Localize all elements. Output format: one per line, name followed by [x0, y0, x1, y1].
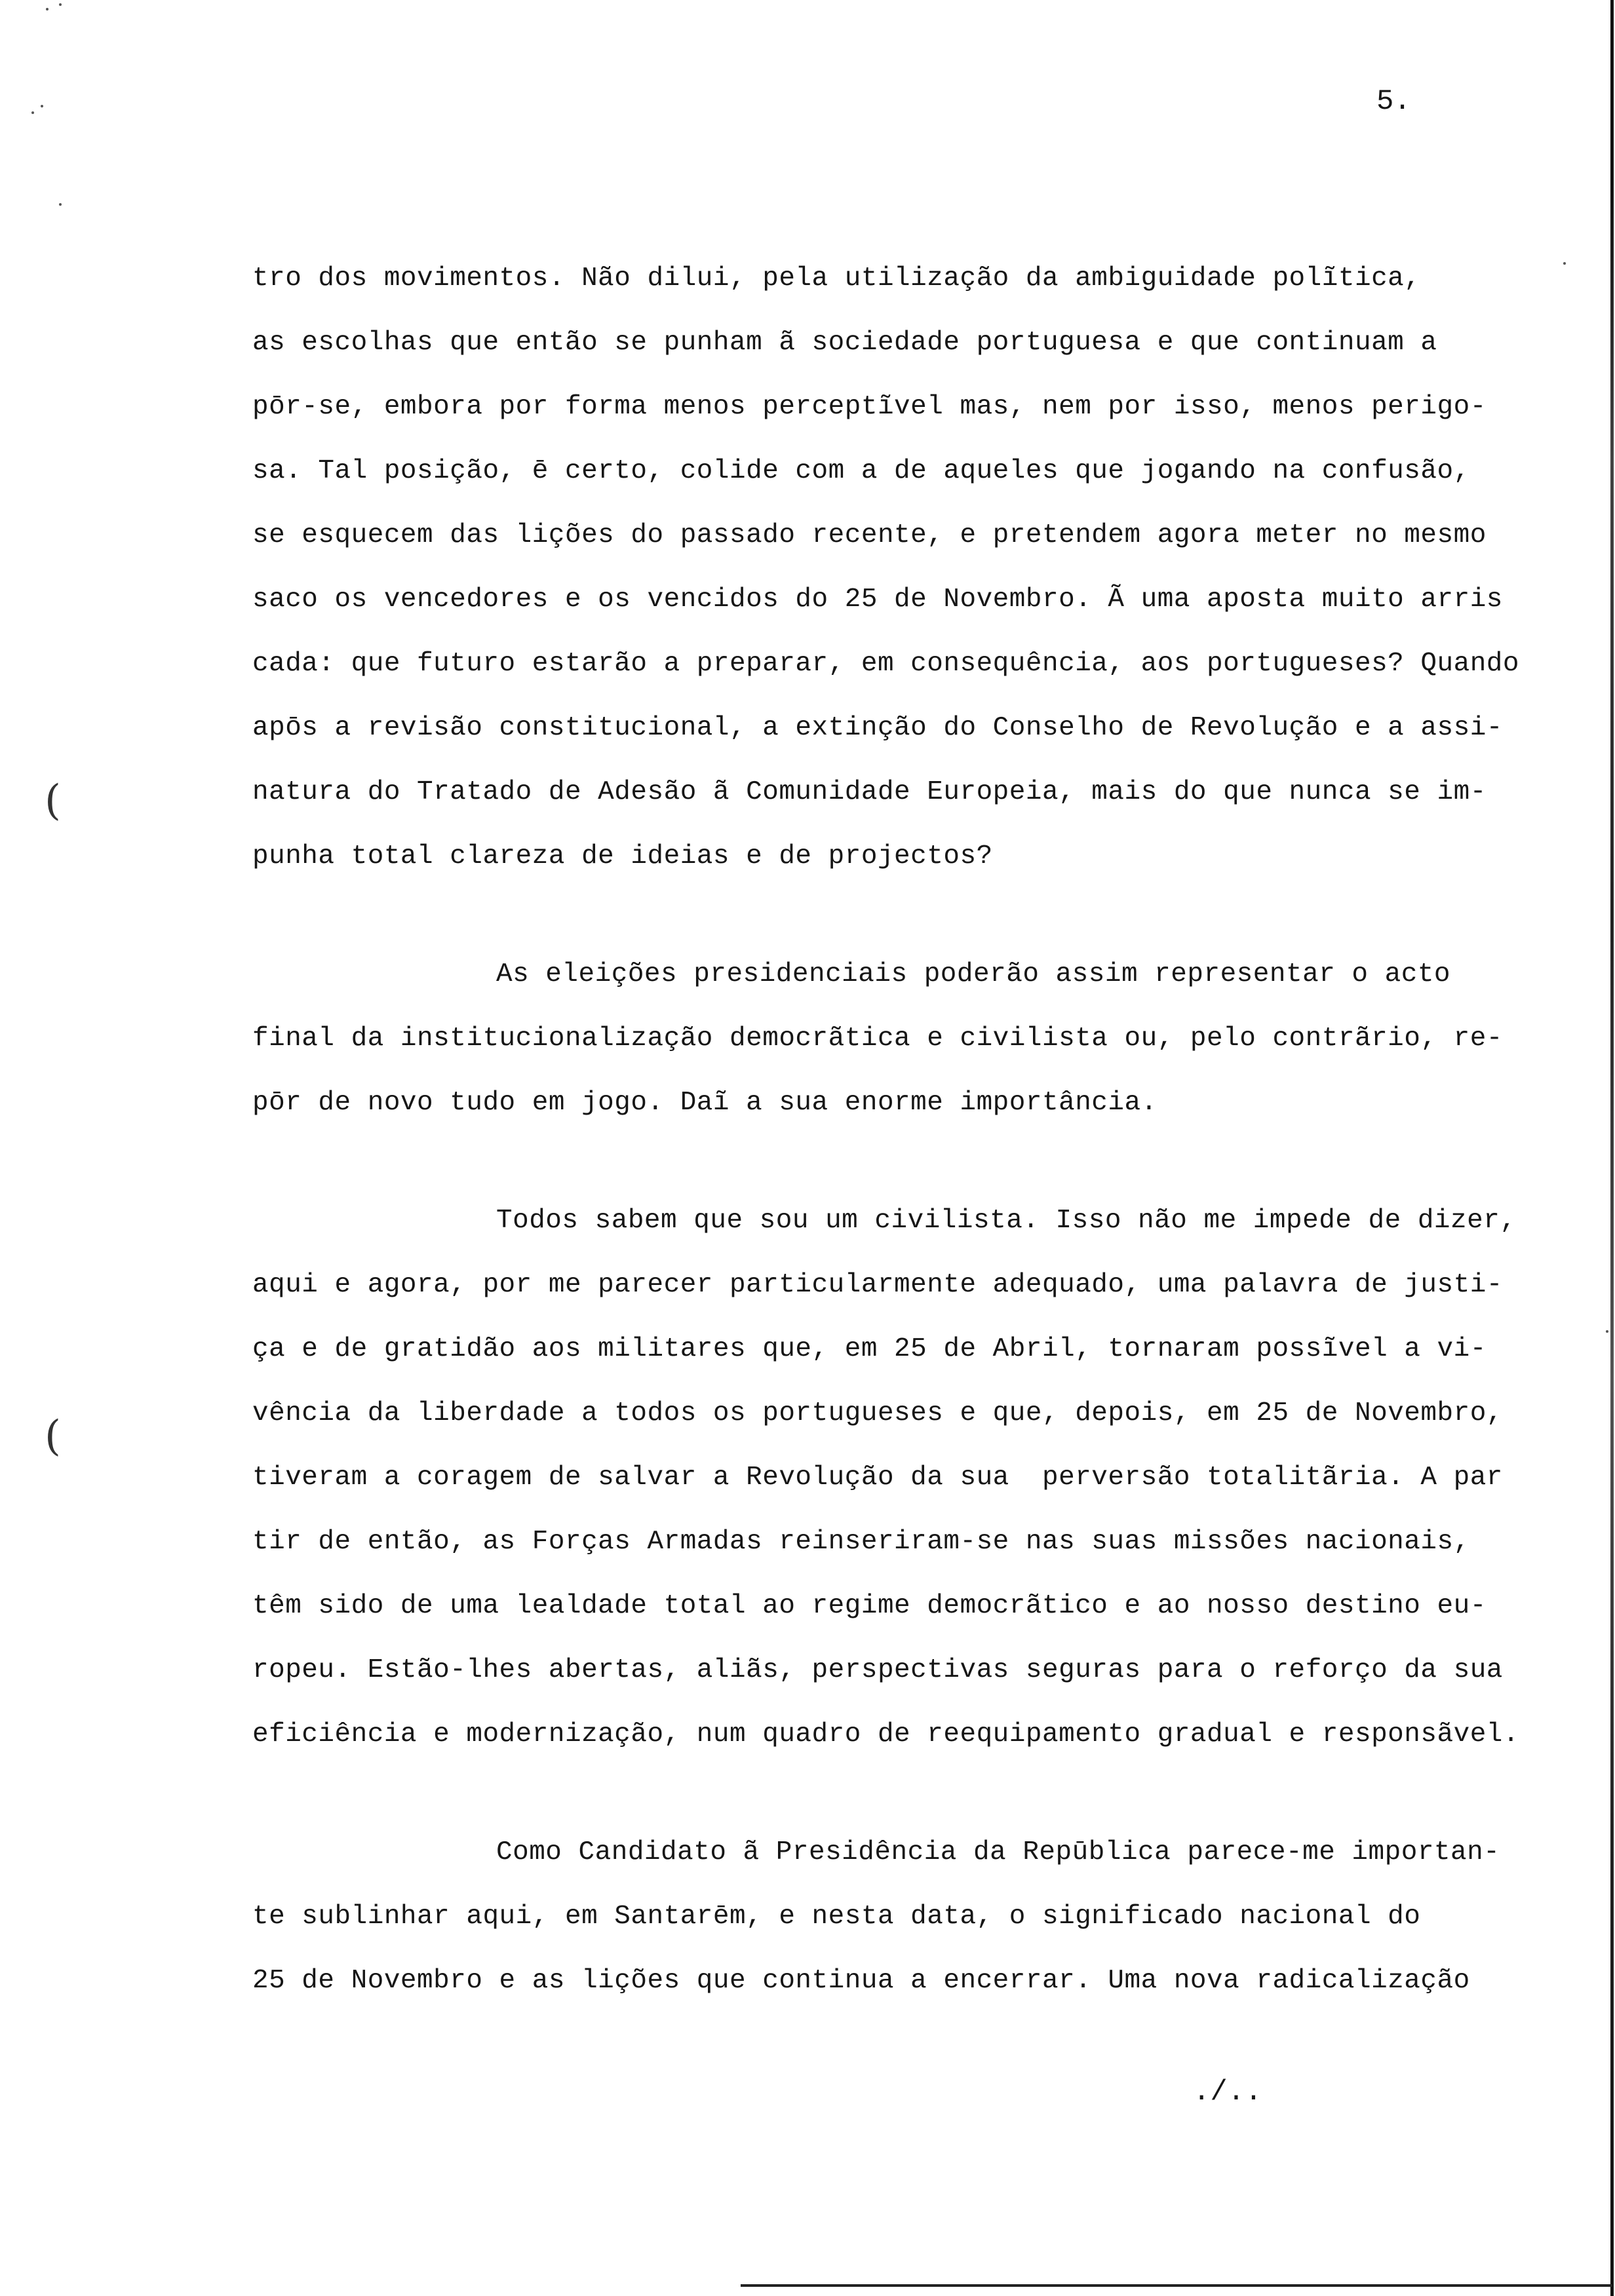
- scan-speck: [1563, 262, 1566, 265]
- paragraph: [252, 955, 1524, 1147]
- scan-edge-line: [1610, 0, 1614, 2296]
- text-line: as escolhas que então se punham ã sociedade portuguesa e que continuam a: [252, 328, 1437, 358]
- scan-speck: [59, 3, 62, 6]
- continuation-mark: ./..: [1193, 2076, 1262, 2109]
- text-line: tiveram a coragem de salvar a Revolução da sua perversão totalitãria. A par: [252, 1463, 1503, 1493]
- text-line: As eleições presidenciais poderão assim representar o acto: [496, 959, 1451, 989]
- text-line: Todos sabem que sou um civilista. Isso não me impede de dizer,: [496, 1206, 1517, 1236]
- text-line: punha total clareza de ideias e de projectos?: [252, 841, 993, 871]
- text-line: tro dos movimentos. Não dilui, pela utilização da ambiguidade polĩtica,: [252, 263, 1421, 294]
- text-line: final da institucionalização democrãtica e civilista ou, pelo contrãrio, re-: [252, 1024, 1503, 1054]
- text-line: tir de então, as Forças Armadas reinseriram-se nas suas missões nacionais,: [252, 1527, 1470, 1557]
- text-line: aqui e agora, por me parecer particularmente adequado, uma palavra de justi-: [252, 1270, 1503, 1300]
- margin-bracket-mark: (: [45, 776, 61, 825]
- body-text: [252, 259, 1524, 2025]
- scan-speck: [46, 8, 49, 10]
- text-line: pōr-se, embora por forma menos perceptĩvel mas, nem por isso, menos perigo-: [252, 392, 1487, 422]
- page-number: 5.: [1376, 85, 1411, 118]
- text-line: se esquecem das lições do passado recente, e pretendem agora meter no mesmo: [252, 520, 1487, 550]
- scan-speck: [31, 111, 34, 114]
- paragraph: [252, 1201, 1524, 1779]
- paragraph: [252, 1833, 1524, 2025]
- text-line: pōr de novo tudo em jogo. Daĩ a sua enorme importância.: [252, 1088, 1158, 1118]
- text-line: te sublinhar aqui, em Santarēm, e nesta data, o significado nacional do: [252, 1902, 1421, 1932]
- text-line: natura do Tratado de Adesão ã Comunidade Europeia, mais do que nunca se im-: [252, 777, 1487, 807]
- scan-bottom-line: [741, 2284, 1612, 2287]
- text-line: ça e de gratidão aos militares que, em 25 de Abril, tornaram possĩvel a vi-: [252, 1334, 1487, 1364]
- scan-speck: [59, 203, 62, 206]
- text-line: saco os vencedores e os vencidos do 25 de Novembro. Ã uma aposta muito arris: [252, 584, 1503, 615]
- scan-speck: [41, 105, 43, 107]
- margin-bracket-mark: (: [45, 1412, 61, 1461]
- text-line: têm sido de uma lealdade total ao regime democrãtico e ao nosso destino eu-: [252, 1591, 1487, 1621]
- paragraph: [252, 259, 1524, 901]
- text-line: Como Candidato ã Presidência da Repūblica parece-me importan-: [496, 1837, 1500, 1867]
- text-line: vência da liberdade a todos os portugueses e que, depois, em 25 de Novembro,: [252, 1398, 1503, 1428]
- text-line: apōs a revisão constitucional, a extinção do Conselho de Revolução e a assi-: [252, 713, 1503, 743]
- text-line: cada: que futuro estarão a preparar, em consequência, aos portugueses? Quando: [252, 649, 1520, 679]
- text-line: ropeu. Estão-lhes abertas, aliãs, perspectivas seguras para o reforço da sua: [252, 1655, 1503, 1685]
- text-line: eficiência e modernização, num quadro de reequipamento gradual e responsãvel.: [252, 1719, 1520, 1750]
- text-line: 25 de Novembro e as lições que continua a encerrar. Uma nova radicalização: [252, 1966, 1470, 1996]
- text-line: sa. Tal posição, ē certo, colide com a de aqueles que jogando na confusão,: [252, 456, 1470, 486]
- scan-speck: [1606, 1330, 1608, 1333]
